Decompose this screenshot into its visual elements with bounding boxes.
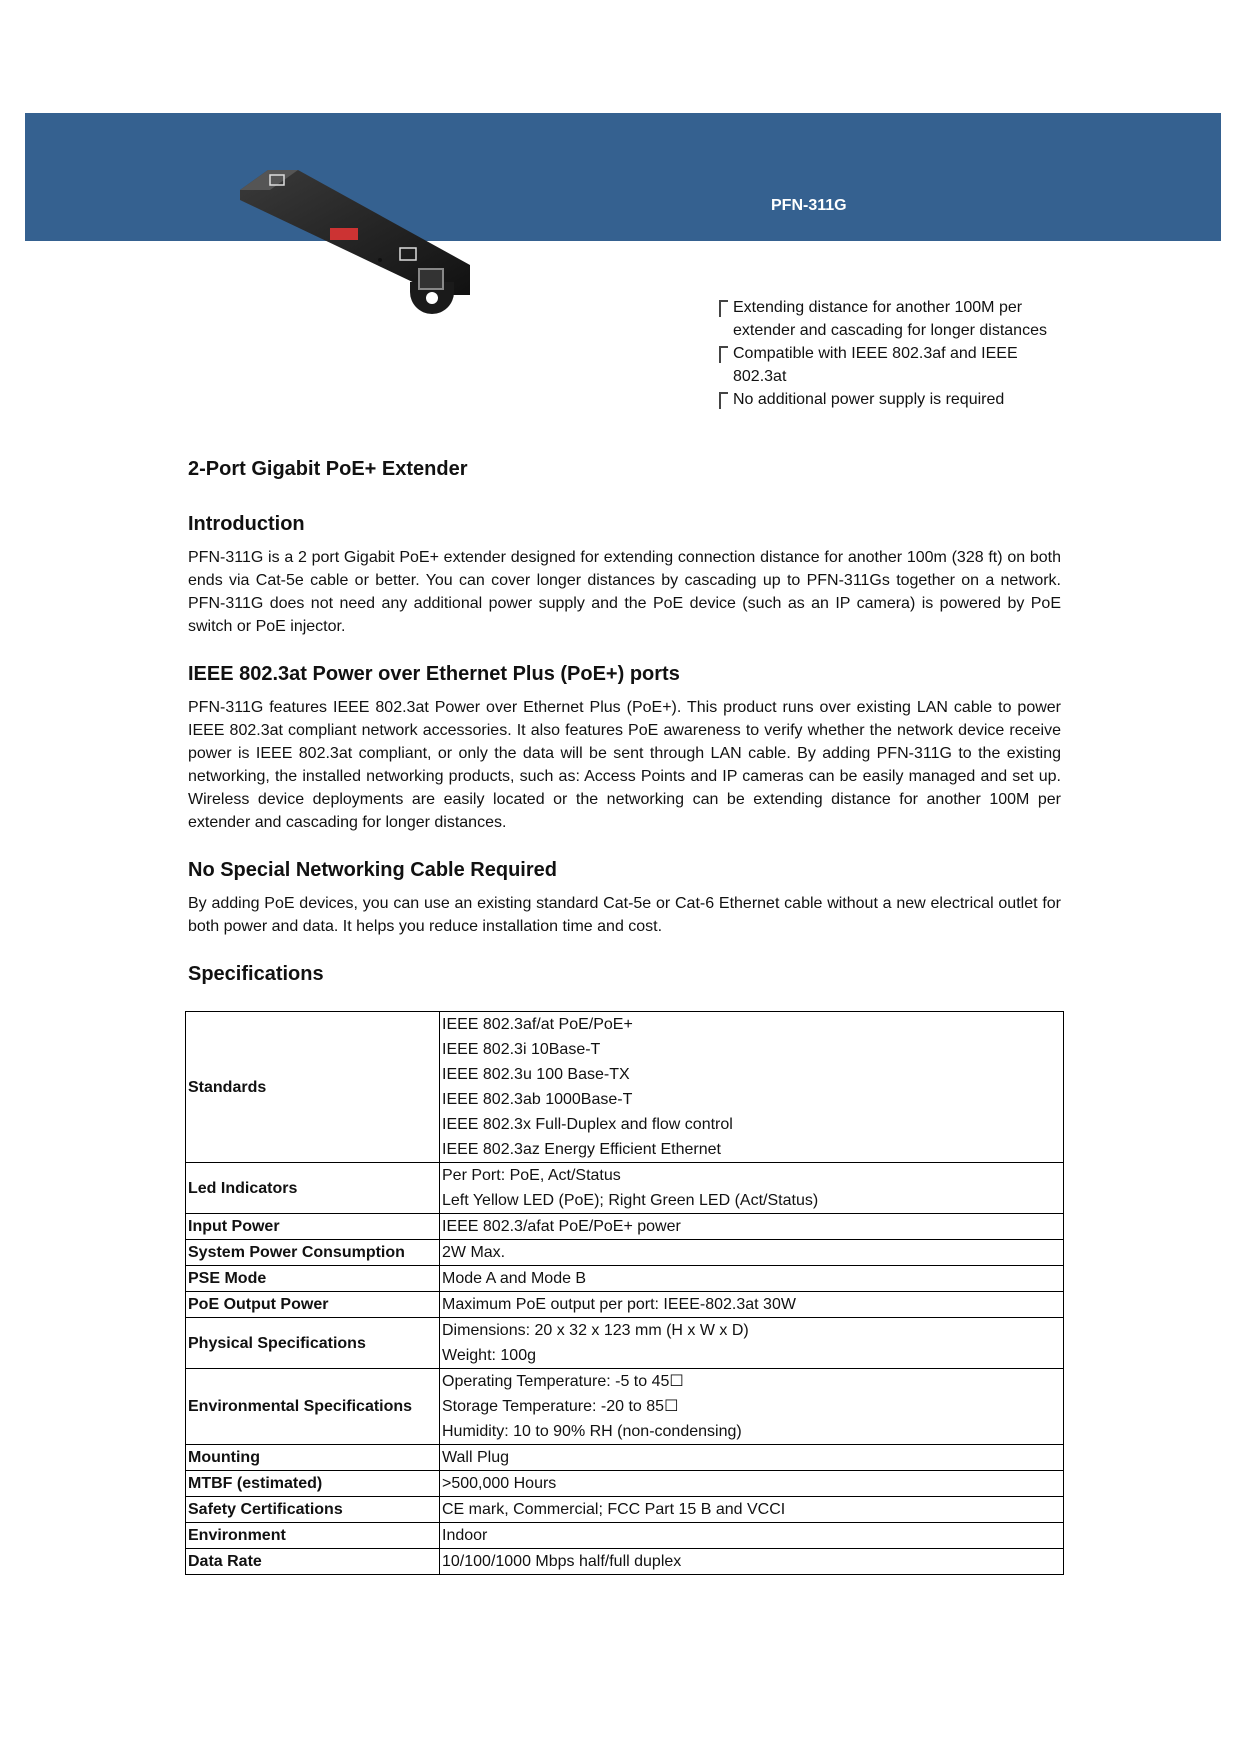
specs-table [185,1011,1064,1575]
section-heading: Introduction [188,513,305,535]
spec-value: Wall Plug [442,1449,509,1466]
spec-values [440,1369,1064,1445]
spec-values [440,1214,1064,1240]
spec-label: Led Indicators [186,1163,440,1214]
spec-value: IEEE 802.3u 100 Base-TX [442,1066,630,1083]
spec-value: Per Port: PoE, Act/Status [442,1167,621,1184]
spec-row [186,1471,1064,1497]
spec-value: Dimensions: 20 x 32 x 123 mm (H x W x D) [442,1322,749,1339]
section-heading: IEEE 802.3at Power over Ethernet Plus (PoE+) ports [188,663,680,685]
spec-label: Environmental Specifications [186,1369,440,1445]
spec-label: Environment [186,1523,440,1549]
spec-value: Maximum PoE output per port: IEEE-802.3at 30W [442,1296,796,1313]
spec-label: Physical Specifications [186,1318,440,1369]
specs-heading: Specifications [188,963,324,985]
spec-row [186,1012,1064,1163]
spec-row [186,1163,1064,1214]
spec-values [440,1012,1064,1163]
spec-value: Weight: 100g [442,1347,536,1364]
spec-label: Safety Certifications [186,1497,440,1523]
feature-item: No additional power supply is required [719,388,1049,411]
spec-value: IEEE 802.3x Full-Duplex and flow control [442,1116,733,1133]
spec-value: >500,000 Hours [442,1475,557,1492]
spec-label: MTBF (estimated) [186,1471,440,1497]
spec-row [186,1369,1064,1445]
spec-values [440,1471,1064,1497]
spec-row [186,1523,1064,1549]
spec-label: PSE Mode [186,1266,440,1292]
spec-row [186,1318,1064,1369]
spec-value: 10/100/1000 Mbps half/full duplex [442,1553,682,1570]
section-heading: No Special Networking Cable Required [188,859,557,881]
spec-row [186,1266,1064,1292]
spec-value: IEEE 802.3i 10Base-T [442,1041,601,1058]
feature-item: Extending distance for another 100M per extender and cascading for longer distances [719,296,1049,342]
spec-values [440,1292,1064,1318]
spec-value: Humidity: 10 to 90% RH (non-condensing) [442,1423,742,1440]
spec-row [186,1549,1064,1575]
spec-row [186,1497,1064,1523]
spec-values [440,1497,1064,1523]
spec-values [440,1445,1064,1471]
spec-label: Standards [186,1012,440,1163]
spec-values [440,1549,1064,1575]
section-body: By adding PoE devices, you can use an existing standard Cat-5e or Cat-6 Ethernet cable without a new electrical outlet for both power and data. It helps you reduce installation time and cost. [188,895,1061,935]
spec-values [440,1163,1064,1214]
spec-value: Left Yellow LED (PoE); Right Green LED (Act/Status) [442,1192,819,1209]
spec-value: IEEE 802.3az Energy Efficient Ethernet [442,1141,721,1158]
spec-value: 2W Max. [442,1244,506,1261]
feature-item: Compatible with IEEE 802.3af and IEEE 802.3at [719,342,1049,388]
header-banner [25,113,1221,241]
bullet-icon [719,392,728,409]
bullet-icon [719,300,728,317]
spec-value: IEEE 802.3ab 1000Base-T [442,1091,633,1108]
spec-values [440,1240,1064,1266]
spec-value: Mode A and Mode B [442,1270,587,1287]
spec-values [440,1266,1064,1292]
spec-label: Data Rate [186,1549,440,1575]
spec-row [186,1445,1064,1471]
spec-values [440,1523,1064,1549]
main-content [188,458,1061,996]
spec-value: IEEE 802.3af/at PoE/PoE+ [442,1016,633,1033]
spec-label: Mounting [186,1445,440,1471]
section-body: PFN-311G features IEEE 802.3at Power over Ethernet Plus (PoE+). This product runs over existing LAN cable to power IEEE 802.3at compliant network accessories. It also features PoE awareness to verify whether the network device receive power is IEEE 802.3at compliant, or only the data will be sent through LAN cable. By adding PFN-311G to the existing networking, the installed networking products, such as: Access Points and IP cameras can be easily managed and set up. Wireless device deployments are easily located or the networking can be extending distance for another 100M per extender and cascading for longer distances. [188,699,1061,831]
spec-value: Storage Temperature: -20 to 85☐ [442,1398,679,1415]
feature-list [719,296,1049,411]
model-name: PFN-311G [771,197,847,214]
spec-row [186,1214,1064,1240]
product-image [230,170,485,330]
spec-row [186,1240,1064,1266]
spec-label: Input Power [186,1214,440,1240]
spec-value: CE mark, Commercial; FCC Part 15 B and VCCI [442,1501,786,1518]
spec-value: Operating Temperature: -5 to 45☐ [442,1373,684,1390]
spec-value: IEEE 802.3/afat PoE/PoE+ power [442,1218,681,1235]
spec-row [186,1292,1064,1318]
spec-value: Indoor [442,1527,488,1544]
spec-label: PoE Output Power [186,1292,440,1318]
product-title: 2-Port Gigabit PoE+ Extender [188,458,468,480]
spec-values [440,1318,1064,1369]
section-body: PFN-311G is a 2 port Gigabit PoE+ extender designed for extending connection distance for another 100m (328 ft) on both ends via Cat-5e cable or better. You can cover longer distances by cascading up to PFN-311Gs together on a network. PFN-311G does not need any additional power supply and the PoE device (such as an IP camera) is powered by PoE switch or PoE injector. [188,549,1061,635]
spec-label: System Power Consumption [186,1240,440,1266]
bullet-icon [719,346,728,363]
